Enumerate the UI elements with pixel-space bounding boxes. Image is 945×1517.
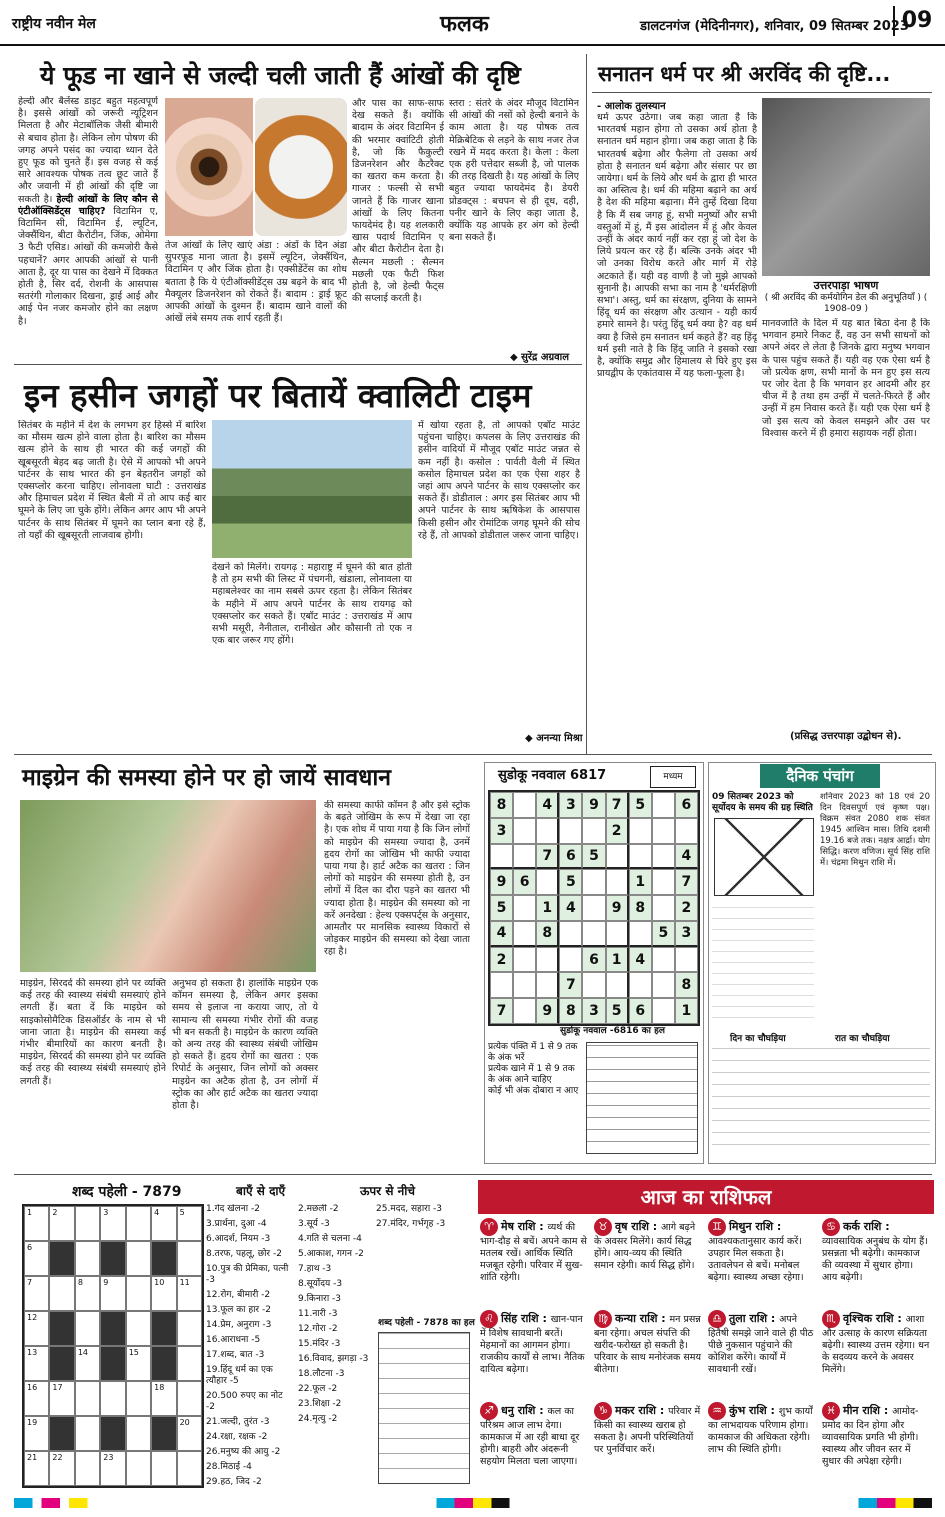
sudoku-cell[interactable]: 6 — [513, 869, 536, 895]
sudoku-cell[interactable]: 6 — [675, 792, 698, 818]
zodiac-icon: ♒ — [708, 1402, 726, 1420]
rashi-text: व्यावसायिक अनुबंध के योग हैं। प्रसन्नता भी बढ़ेगी। कामकाज की व्यवस्था में सुधार होगा। आय बढ़ेगी। — [822, 1236, 928, 1283]
sudoku-rules — [488, 1042, 580, 1154]
sudoku-cell[interactable] — [652, 947, 675, 973]
brand-name: राष्ट्रीय नवीन मेल — [12, 16, 96, 32]
clue-item: 8.सूर्योदय -3 — [298, 1279, 343, 1289]
sudoku-title: सुडोकू नववाल 6817 — [498, 768, 607, 783]
rashi-item — [822, 1310, 930, 1398]
article-column: अनुभव हो सकता है। हालांकि माइग्रेन एक कॉमन समस्या है, लेकिन अगर इसका समय से इलाज ना कराया जाए, तो ये सामान्य सी समस्या गंभीर रोगों की वजह भी बन सकती है। माइग्रेन के कारण व्यक्ति को अन्य तरह की स्वास्थ्य संबंधी जोखिम हो सकते हैं। हृदय रोगों का खतरा : एक रिपोर्ट के अनुसार, जिन लोगों को अक्सर माइग्रेन का अटैक होता है, उन लोगों में स्ट्रोक का और हार्ट अटैक का खतरा ज्यादा होता है। — [172, 978, 318, 1112]
crossword-cell — [49, 1416, 74, 1451]
crossword-cell[interactable] — [177, 1451, 202, 1486]
crossword-cell[interactable] — [75, 1206, 100, 1241]
rashi-name: धनु राशि : — [501, 1404, 548, 1417]
rashi-item — [822, 1218, 930, 1306]
zodiac-icon: ♎ — [708, 1310, 726, 1328]
planet-table — [712, 900, 814, 1028]
rashi-text: कल का परिश्रम आज लाभ देगा। कामकाज में आ रही बाधा दूर होगी। बाहरी और अंदरूनी सहयोग मिलता चला जाएगा। — [480, 1406, 580, 1467]
sudoku-cell[interactable] — [675, 947, 698, 973]
rule-item: प्रत्येक पंक्ति में 1 से 9 तक के अंक भरें — [488, 1042, 578, 1063]
sudoku-cell[interactable] — [629, 844, 652, 870]
landscape-photo — [212, 420, 412, 558]
crossword-cell[interactable]: 6 — [24, 1241, 49, 1276]
crossword-cell — [151, 1416, 176, 1451]
crossword-cell[interactable]: 8 — [75, 1276, 100, 1311]
rashi-name: मेष राशि : — [501, 1220, 548, 1233]
zodiac-icon: ♐ — [480, 1402, 498, 1420]
sudoku-cell[interactable]: 1 — [536, 895, 559, 921]
crossword-cell[interactable] — [177, 1311, 202, 1346]
crossword-cell[interactable] — [126, 1416, 151, 1451]
sudoku-cell[interactable] — [582, 921, 605, 947]
sudoku-cell[interactable] — [629, 972, 652, 998]
sudoku-cell[interactable]: 8 — [536, 921, 559, 947]
clue-item: 4.गति से चलना -4 — [298, 1234, 362, 1244]
crossword-cell[interactable]: 7 — [24, 1276, 49, 1311]
sudoku-cell[interactable]: 9 — [490, 869, 513, 895]
rashi-text: खान-पान में विशेष सावधानी बरतें। मेहमानों का आगमन होगा। राजकीय कार्यों से लाभ। नैतिक दायित्व बढ़ेगा। — [480, 1314, 585, 1375]
clue-item: 6.आदर्श, नियम -3 — [206, 1234, 271, 1244]
sudoku-cell[interactable] — [559, 947, 582, 973]
crossword-cell[interactable]: 4 — [151, 1206, 176, 1241]
rashi-name: वृश्चिक राशि : — [843, 1312, 906, 1325]
article-column: में खोया रहता है, तो आपको एबॉट माउंट पहुंचना चाहिए। कपलस के लिए उत्तराखंड की हसीन वादियों में मौजूद एबॉट माउंट जन्नत से कम नहीं है। कसोल : पार्वती वैली में स्थित कसोल हिमाचल प्रदेश का एक ऐसा शहर है जहां आप अपने पार्टनर के साथ एक्सप्लोर कर सकते हैं। डोडीताल : अगर इस सितंबर आप भी अपने पार्टनर के साथ ऋषिकेश के आसपास किसी हसीन और रोमांटिक जगह घूमने की सोच रहे हैं, तो आपको डोडीताल जरूर जाना चाहिए। — [418, 420, 580, 541]
section-divider — [14, 754, 932, 755]
article-column: और पास का साफ-साफ देख सकते हैं। क्योंकि बादाम के अंदर विटामिन ई की भरमार क्वांटिटी होती है, जो कि फैकुल्टी डिजनरेशन और कैटरैक्ट का खतरा कम करता है। गाजर : फल्सी से सभी जानते हैं कि गाजर खाना आंखों के लिए कितना फायदेमंद है। यह शलकारी खास पदार्थ विटामिन ए और बीटा कैरोटीन देता है। सैल्मन मछली : सैल्मन मछली एक फैटी फिश होती है, जो हेल्दी फैट्स की सप्लाई करती है। — [352, 98, 444, 305]
sudoku-grid[interactable] — [488, 790, 700, 1026]
page-number: 09 — [893, 6, 939, 36]
rashi-item — [708, 1402, 816, 1490]
clue-item: 22.फूल -2 — [298, 1384, 338, 1394]
sudoku-cell[interactable]: 4 — [536, 792, 559, 818]
clue-item: 11.नारी -3 — [298, 1309, 338, 1319]
rashi-item — [708, 1218, 816, 1306]
rashifal-banner: आज का राशिफल — [478, 1180, 934, 1214]
crossword-cell[interactable] — [49, 1276, 74, 1311]
sudoku-cell[interactable] — [582, 818, 605, 844]
zodiac-icon: ♓ — [822, 1402, 840, 1420]
clue-item: 21.जल्दी, तुरंत -3 — [206, 1417, 270, 1427]
sudoku-cell[interactable]: 6 — [582, 947, 605, 973]
sudoku-cell[interactable]: 4 — [490, 921, 513, 947]
clue-item: 9.किनारा -3 — [298, 1294, 342, 1304]
crossword-cell[interactable]: 10 — [151, 1276, 176, 1311]
rashi-text: अपने हितैषी समझे जाने वाले ही पीठ पीछे नुकसान पहुंचाने की कोशिश करेंगे। कार्यों में सावधानी रखें। — [708, 1314, 814, 1375]
section-title: फलक — [440, 12, 489, 37]
crossword-cell[interactable] — [126, 1311, 151, 1346]
sudoku-cell[interactable]: 1 — [606, 947, 629, 973]
sudoku-cell[interactable] — [513, 921, 536, 947]
sudoku-cell[interactable]: 4 — [629, 947, 652, 973]
clue-item: 24.रक्षा, रक्षक -2 — [206, 1432, 268, 1442]
rashifal-grid — [478, 1216, 934, 1492]
clue-item: 28.मिठाई -4 — [206, 1462, 252, 1472]
clue-item: 26.मनुष्य की आयु -2 — [206, 1447, 281, 1457]
down-clues — [298, 1204, 372, 1494]
crossword-cell[interactable]: 3 — [100, 1206, 125, 1241]
article-text: विटामिन ए, विटामिन सी, विटामिन ई, ल्यूटिन, जेक्सैंथिन, बीटा कैरोटीन, जिंक, ओमेगा 3 फैटी एसिड। आंखों की कमजोरी कैसे पहचानें? अगर आपकी आंखों से पानी आता है, दूर या पास का देखने में दिक्कत होती है, सिर दर्द, रोशनी के आसपास सतरंगी गोलाकार दिखना, ड्राई आई और आई पेन नजर कमजोर होने का लक्षण है। — [18, 205, 158, 327]
sudoku-cell[interactable]: 7 — [606, 792, 629, 818]
rashi-name: वृष राशि : — [615, 1220, 662, 1233]
crossword-cell[interactable] — [100, 1381, 125, 1416]
subheading: हेल्दी आंखों के लिए कौन से एंटीऑक्सिडेंट्स चाहिए? — [18, 193, 158, 217]
sudoku-cell[interactable] — [606, 844, 629, 870]
sudoku-cell[interactable] — [652, 869, 675, 895]
sudoku-cell[interactable] — [652, 792, 675, 818]
rashi-text: आगे बढ़ने के अवसर मिलेंगे। कार्य सिद्ध होंगे। आय-व्यय की स्थिति समान रहेगी। कार्य सिद्ध होंगे। — [594, 1222, 696, 1271]
sudoku-cell[interactable]: 4 — [675, 844, 698, 870]
crossword-cell — [100, 1311, 125, 1346]
crossword-cell[interactable] — [126, 1206, 151, 1241]
clue-item: 18.लौटना -3 — [298, 1369, 345, 1379]
sudoku-cell[interactable] — [629, 921, 652, 947]
rule-item: प्रत्येक खाने में 1 से 9 तक के अंक आने चाहिए — [488, 1064, 575, 1085]
article-headline: माइग्रेन की समस्या होने पर हो जायें सावधान — [22, 765, 392, 791]
sudoku-cell[interactable] — [559, 921, 582, 947]
crossword-cell[interactable]: 2 — [49, 1206, 74, 1241]
clue-item: 8.तरफ, पहलू, छोर -2 — [206, 1249, 282, 1259]
crossword-cell[interactable]: 22 — [49, 1451, 74, 1486]
caption-subtitle: ( श्री अरविंद की कर्मयोगिन डेल की अनुभूतियाँ ) ( 1908-09 ) — [764, 293, 928, 314]
sudoku-cell[interactable] — [582, 895, 605, 921]
section-divider — [14, 364, 582, 365]
crossword-cell[interactable]: 23 — [100, 1451, 125, 1486]
crossword-cell[interactable] — [75, 1311, 100, 1346]
rashi-item — [480, 1218, 588, 1306]
clue-item: 1.गेंद खेलना -2 — [206, 1204, 260, 1214]
sudoku-cell[interactable] — [675, 818, 698, 844]
sudoku-cell[interactable] — [559, 818, 582, 844]
photo-caption — [762, 278, 930, 315]
crossword-cell[interactable] — [75, 1416, 100, 1451]
clue-item: 10.पुत्र की प्रेमिका, पत्नी -3 — [206, 1264, 289, 1285]
sudoku-cell[interactable]: 3 — [582, 998, 605, 1024]
rashi-name: कर्क राशि : — [843, 1220, 890, 1233]
panchang-details: शनिवार 2023 को 18 एवं 20 दिन दिवसपूर्ण एवं कृष्ण पक्ष। विक्रम संवत 2080 शक संवत 1945 आश्विन मास। तिथि दशमी 19.16 बजे तक। नक्षत्र आर्द्रा। योग सिद्धि। करण वणिज। सूर्य सिंह राशि में। चंद्रमा मिथुन राशि में। — [820, 792, 930, 868]
sudoku-cell[interactable] — [513, 818, 536, 844]
crossword-cell[interactable] — [151, 1451, 176, 1486]
sudoku-cell[interactable] — [536, 869, 559, 895]
sudoku-cell[interactable] — [513, 895, 536, 921]
crossword-cell[interactable]: 16 — [24, 1381, 49, 1416]
crossword-cell[interactable] — [126, 1451, 151, 1486]
clue-item: 12.गोरा -2 — [298, 1324, 338, 1334]
article-column: सितंबर के महीने में देश के लगभग हर हिस्से में बारिश का मौसम खत्म होने वाला होता है। बारिश का मौसम खत्म होने के साथ ही भारत की कई जगहों की खूबसूरती बेहद बढ़ जाती है। ऐसे में आपको भी अपने पार्टनर के साथ भारत की इन बेहतरीन जगहों को एक्सप्लोर करना चाहिए। लोनावला घाटी : उत्तराखंड और हिमाचल प्रदेश में स्थित बैली में तो आप कई बार घूमने के लिए जा चुके होंगे। लेकिन अगर आप भी अपने पार्टनर के साथ सितंबर में घूमने का प्लान बना रहे हैं, तो यहाँ की खूबसूरती लाजवाब होगी। — [18, 420, 206, 541]
crossword-cell[interactable]: 14 — [75, 1346, 100, 1381]
sudoku-cell[interactable] — [652, 998, 675, 1024]
sudoku-cell[interactable]: 8 — [629, 895, 652, 921]
sudoku-cell[interactable]: 7 — [675, 869, 698, 895]
sudoku-cell[interactable]: 3 — [490, 818, 513, 844]
crossword-cell[interactable]: 13 — [24, 1346, 49, 1381]
crossword-cell — [151, 1346, 176, 1381]
sudoku-cell[interactable] — [513, 947, 536, 973]
sudoku-cell[interactable] — [606, 869, 629, 895]
zodiac-icon: ♑ — [594, 1402, 612, 1420]
sudoku-cell[interactable] — [490, 844, 513, 870]
sudoku-cell[interactable] — [606, 921, 629, 947]
article-headline: इन हसीन जगहों पर बितायें क्वालिटी टाइम — [24, 376, 532, 415]
rashi-name: तुला राशि : — [729, 1312, 780, 1325]
crossword-cell[interactable] — [177, 1346, 202, 1381]
sudoku-cell[interactable] — [652, 972, 675, 998]
crossword-cell — [100, 1241, 125, 1276]
crossword-cell[interactable]: 15 — [126, 1346, 151, 1381]
sudoku-cell[interactable]: 8 — [559, 998, 582, 1024]
sudoku-cell[interactable] — [490, 972, 513, 998]
sudoku-cell[interactable]: 9 — [536, 998, 559, 1024]
sudoku-cell[interactable]: 6 — [559, 844, 582, 870]
sudoku-cell[interactable]: 5 — [652, 921, 675, 947]
clue-item: 20.500 रुपए का नोट -2 — [206, 1391, 283, 1412]
crossword-cell[interactable]: 20 — [177, 1416, 202, 1451]
sudoku-answer-title: सुडोकू नववाल -6816 का हल — [560, 1026, 666, 1036]
sudoku-cell[interactable]: 5 — [559, 869, 582, 895]
clue-item: 23.शिक्षा -2 — [298, 1399, 342, 1409]
crossword-cell[interactable]: 11 — [177, 1276, 202, 1311]
sudoku-answer-grid — [586, 1042, 698, 1154]
byline: ◆ सुरेंद्र अग्रवाल — [510, 352, 570, 363]
sudoku-cell[interactable] — [513, 844, 536, 870]
sudoku-cell[interactable]: 1 — [675, 998, 698, 1024]
crossword-cell[interactable] — [177, 1381, 202, 1416]
sudoku-cell[interactable] — [652, 818, 675, 844]
rule-item: कोई भी अंक दोबारा न आए — [488, 1086, 579, 1096]
sudoku-cell[interactable]: 3 — [675, 921, 698, 947]
sudoku-cell[interactable]: 6 — [629, 998, 652, 1024]
section-divider — [14, 1174, 932, 1175]
article-column: माइग्रेन, सिरदर्द की समस्या होने पर व्यक्ति कई तरह की स्वास्थ्य संबंधी समस्याएं होने लगती हैं। बता दें कि माइग्रेन को साइकोसोमैटिक डिसऑर्डर के नाम से भी जाना जाता है। माइग्रेन की समस्या कई गंभीर बीमारियों का कारण बनती है। माइग्रेन, सिरदर्द की समस्या होने पर व्यक्ति कई तरह की स्वास्थ्य संबंधी समस्याएं होने लगती हैं। — [20, 978, 166, 1087]
crossword-cell[interactable]: 17 — [49, 1381, 74, 1416]
zodiac-icon: ♍ — [594, 1310, 612, 1328]
migraine-photo — [20, 800, 316, 972]
print-color-bar — [14, 1498, 932, 1508]
crossword-cell[interactable]: 9 — [100, 1276, 125, 1311]
clue-item: 3.सूर्य -3 — [298, 1219, 330, 1229]
sudoku-cell[interactable] — [513, 998, 536, 1024]
sudoku-cell[interactable]: 5 — [629, 792, 652, 818]
crossword-cell[interactable]: 18 — [151, 1381, 176, 1416]
crossword-cell[interactable] — [126, 1381, 151, 1416]
clue-item: 16.आराधना -5 — [206, 1335, 261, 1345]
clue-item: 15.मंदिर -3 — [298, 1339, 341, 1349]
sudoku-cell[interactable]: 8 — [675, 972, 698, 998]
article-column — [18, 96, 158, 358]
crossword-cell[interactable] — [177, 1241, 202, 1276]
crossword-cell — [49, 1311, 74, 1346]
sudoku-cell[interactable]: 5 — [582, 844, 605, 870]
rashi-name: मीन राशि : — [843, 1404, 893, 1417]
article-headline: सनातन धर्म पर श्री अरविंद की दृष्टि... — [598, 62, 891, 86]
kundli-chart — [714, 818, 814, 896]
rashi-item — [480, 1402, 588, 1490]
zodiac-icon: ♈ — [480, 1218, 498, 1236]
crossword-cell[interactable]: 1 — [24, 1206, 49, 1241]
crossword-cell — [151, 1311, 176, 1346]
sudoku-cell[interactable]: 2 — [490, 947, 513, 973]
rashi-item — [594, 1402, 702, 1490]
night-chaughadia-title: रात का चौघड़िया — [835, 1034, 890, 1044]
sudoku-cell[interactable] — [606, 972, 629, 998]
sudoku-cell[interactable] — [582, 972, 605, 998]
rashi-item — [708, 1310, 816, 1398]
sudoku-cell[interactable] — [536, 972, 559, 998]
sudoku-cell[interactable]: 7 — [559, 972, 582, 998]
clue-item: 7.हाथ -3 — [298, 1264, 332, 1274]
sudoku-cell[interactable]: 7 — [490, 998, 513, 1024]
rashi-item — [594, 1310, 702, 1398]
article-column: देखने को मिलेंगे। रायगढ़ : महाराष्ट्र में घूमने की बात होती है तो हम सभी की लिस्ट में पंचगनी, खंडाला, लोनावला या महाबलेश्वर का नाम सबसे ऊपर रहता है। लेकिन सितंबर के महीने में आप अपने पार्टनर के साथ रायगढ़ को एक्सप्लोर कर सकते हैं। एबॉट माउंट : उत्तराखंड में आप सभी मसूरी, नैनीताल, रानीखेत और कौसानी तो एक न एक बार जरूर गए होंगे। — [212, 562, 412, 647]
rashi-name: कुंभ राशि : — [729, 1404, 779, 1417]
crossword-cell[interactable] — [75, 1451, 100, 1486]
crossword-answer-title: शब्द पहेली - 7878 का हल — [378, 1318, 475, 1328]
rashi-text: मन प्रसन्न बना रहेगा। अचल संपत्ति की खरीद-फरोख्त हो सकती है। परिवार के साथ मनोरंजक समय बीतेगा। — [594, 1314, 701, 1375]
sudoku-cell[interactable]: 7 — [536, 844, 559, 870]
caption-title: उत्तरपाड़ा भाषण — [813, 279, 879, 292]
across-title: बाएँ से दाएँ — [236, 1184, 286, 1198]
rashi-item — [822, 1402, 930, 1490]
almond-photo — [255, 98, 347, 236]
author: - आलोक तुलस्यान — [597, 101, 666, 112]
crossword-cell[interactable]: 12 — [24, 1311, 49, 1346]
article-headline: ये फूड ना खाने से जल्दी चली जाती हैं आंखों की दृष्टि — [40, 61, 521, 90]
clue-item: 14.प्रेम, अनुराग -3 — [206, 1320, 272, 1330]
rashi-name: मकर राशि : — [615, 1404, 669, 1417]
sudoku-cell[interactable]: 3 — [559, 792, 582, 818]
crossword-cell[interactable]: 19 — [24, 1416, 49, 1451]
rashi-name: मिथुन राशि : — [729, 1220, 782, 1233]
clue-item: 29.हठ, जिद -2 — [206, 1477, 262, 1487]
panchang-title: दैनिक पंचांग — [760, 764, 880, 788]
rashi-item — [480, 1310, 588, 1398]
crossword-cell[interactable]: 21 — [24, 1451, 49, 1486]
sudoku-cell[interactable] — [652, 844, 675, 870]
crossword-cell — [100, 1416, 125, 1451]
crossword-cell[interactable] — [75, 1241, 100, 1276]
crossword-grid[interactable] — [22, 1204, 204, 1488]
article-column: तेज आंखों के लिए खाएं अंडा : अंडों के दिन अंडा सुपरफूड माना जाता है। इसमें ल्यूटिन, जेक्सैंथिन, विटामिन ए और जिंक होता है। एक्सीडेंटेंस का शोध बताता है कि ये एंटीऑक्सीडेंट्स उम्र बढ़ने के बाद भी मैक्यूलर डिजनरेशन को रोकते हैं। बादाम : ड्राई फ्रूट आपकी आंखों के दुश्मन हैं। बादाम खाने वालों की आंखें लंबे समय तक शार्प रहती हैं। — [165, 240, 347, 325]
zodiac-icon: ♌ — [480, 1310, 498, 1328]
crossword-cell[interactable] — [126, 1276, 151, 1311]
crossword-cell — [49, 1241, 74, 1276]
crossword-answer-grid — [378, 1332, 470, 1484]
rashi-item — [594, 1218, 702, 1306]
sudoku-cell[interactable]: 2 — [606, 818, 629, 844]
sudoku-cell[interactable]: 1 — [629, 869, 652, 895]
section-divider — [592, 92, 932, 93]
sudoku-cell[interactable] — [629, 818, 652, 844]
rashi-text: परिवार में किसी का स्वास्थ्य खराब हो सकता है। अपनी परिस्थितियों पर पुनर्विचार करें। — [594, 1406, 701, 1455]
eye-photo — [165, 98, 253, 236]
crossword-cell[interactable] — [75, 1381, 100, 1416]
clue-item: 24.मृत्यु -2 — [298, 1414, 338, 1424]
chaughadia-table — [712, 1048, 930, 1156]
down-title: ऊपर से नीचे — [360, 1184, 415, 1198]
article-text: धर्म ऊपर उठेगा। जब कहा जाता है कि भारतवर्ष महान होगा तो उसका अर्थ होता है सनातन धर्म महान होगा। जब कहा जाता है कि भारतवर्ष बढ़ेगा और फैलेगा तो उसका अर्थ होता है सनातन धर्म बढ़ेगा और संसार पर छा जायेगा। धर्म के लिये और धर्म के द्वारा ही भारत का अस्तित्व है। धर्म की महिमा बढ़ाने का अर्थ है देश की महिमा बढ़ाना। मैंने तुम्हें दिखा दिया है कि मैं सब जगह हूं, सभी मनुष्यों और सभी वस्तुओं में हूं, मैं इस आंदोलन में हूं और केवल उन्हीं के अंदर कार्य नहीं कर रहा हूं जो देश के लिये प्रयत्न कर रहे हैं। बल्कि उनके अंदर भी जो उनका विरोध करते और मार्ग में रोड़े अटकाते हैं। — [597, 112, 757, 282]
crossword-cell — [100, 1346, 125, 1381]
clue-item: 17.शब्द, बात -3 — [206, 1350, 265, 1360]
rashi-text: शुभ कार्यों का लाभदायक परिणाम होगा। कामकाज की अधिकता रहेगी। लाभ की स्थिति होगी। — [708, 1406, 813, 1455]
down-clues-continued — [376, 1204, 468, 1314]
crossword-cell[interactable]: 5 — [177, 1206, 202, 1241]
clue-item: 25.मदद, सहारा -3 — [376, 1204, 443, 1214]
rashi-text: व्यर्थ की भाग-दौड़ से बचें। अपने काम से मतलब रखें। आर्थिक स्थिति मजबूत रहेगी। परिवार में सुख-शांति रहेगी। — [480, 1222, 587, 1283]
day-chaughadia-title: दिन का चौघड़िया — [730, 1034, 786, 1044]
rashi-text: आमोद-प्रमोद का दिन होगा और व्यावसायिक प्रगति भी होगी। स्वास्थ्य और जीवन स्तर में सुधार की अपेक्षा रहेगी। — [822, 1406, 919, 1467]
sudoku-cell[interactable] — [536, 818, 559, 844]
zodiac-icon: ♊ — [708, 1218, 726, 1236]
credit-line: (प्रसिद्ध उत्तरपाड़ा उद्बोधन से). — [790, 731, 902, 742]
panchang-date: 09 सितम्बर 2023 को सूर्योदय के समय की ग्रह स्थिति — [712, 792, 813, 813]
sudoku-cell[interactable] — [582, 869, 605, 895]
rashi-text: आशा और उत्साह के कारण सक्रियता बढ़ेगी। स्वास्थ्य उत्तम रहेगा। धन के सदव्यय करने के अवसर मिलेंगे। — [822, 1314, 930, 1375]
rashi-name: सिंह राशि : — [501, 1312, 551, 1325]
clue-item: 13.फूल का हार -2 — [206, 1305, 271, 1315]
aurobindo-photo — [762, 98, 930, 276]
article-column: की समस्या काफी कॉमन है और इसे स्ट्रोक के बढ़ते जोखिम के रूप में देखा जा रहा है। एक शोध में पाया गया है कि जिन लोगों को माइग्रेन की समस्या ज्यादा है, उनमें हृदय रोगों का जोखिम भी काफी ज्यादा पाया गया है। हार्ट अटैक का खतरा : जिन लोगों को माइग्रेन की समस्या होती है, उन लोगों में दिल का दौरा पड़ने का खतरा भी ज्यादा होता है। माइग्रेन की समस्या को ना करें अनदेखा : हेल्थ एक्सपर्ट्स के अनुसार, आमतौर पर मानसिक स्वास्थ्य विकारों से जोड़कर माइग्रेन की समस्या को देखा जाता रहा है। — [324, 800, 470, 958]
byline: ◆ अनन्या मिश्रा — [525, 733, 583, 744]
clue-item: 3.प्रार्थना, दुआ -4 — [206, 1219, 267, 1229]
zodiac-icon: ♏ — [822, 1310, 840, 1328]
clue-item: 5.आकाश, गगन -2 — [298, 1249, 364, 1259]
sudoku-cell[interactable]: 9 — [606, 895, 629, 921]
rashi-text: आवश्यकतानुसार कार्य करें। उपहार मिल सकता है। उतावलेपन से बचें। मनोबल बढ़ेगा। स्वास्थ्य अच्छा रहेगा। — [708, 1236, 804, 1283]
article-column: स्तरा : संतरे के अंदर मौजूद विटामिन सी आंखों की नसों को हेल्दी बनाने के काम आता है। यह पोषक तत्व मेक्रिबेटिक से लड़ने के साथ नजर तेज रखने में मदद करता है। केला : केला एक हरी पत्तेदार सब्जी है, जो पालक की तरह दिखती है। यह आंखों के लिए बहुत ज्यादा फायदेमंद है। डेयरी प्रोडक्ट्स : बचपन से ही दूध, दही, पनीर खाने के लिए कहा जाता है, क्योंकि यह आपके हर अंग को हेल्दी बना सकते हैं। — [449, 98, 579, 244]
article-column: मानवजाति के दिल में यह बात बिठा देना है कि भगवान हमारे निकट हैं, वह उन सभी साधनों को अपने अंदर ले लेता है जिनके द्वारा मनुष्य भगवान के पास पहुंच सकते हैं। यही वह एक ऐसा धर्म है जो प्रत्येक क्षण, सभी मानों के मन हुए इस सत्य पर जोर देता है कि भगवान हर आदमी और हर चीज में है तथा हम उन्हीं में चलते-फिरते हैं और उन्हीं में हम निवास करते हैं। यही एक ऐसा धर्म है जो इस सत्य को केवल समझने और उस पर विश्वास करने में ही हमारा सहायक नहीं होता। — [762, 318, 930, 439]
crossword-title: शब्द पहेली - 7879 — [72, 1184, 182, 1200]
sudoku-cell[interactable]: 8 — [490, 792, 513, 818]
clue-item: 16.विवाद, झगड़ा -3 — [298, 1354, 369, 1364]
column-divider — [586, 54, 587, 754]
sudoku-cell[interactable]: 2 — [675, 895, 698, 921]
crossword-cell — [49, 1346, 74, 1381]
rashi-name: कन्या राशि : — [615, 1312, 670, 1325]
crossword-cell[interactable] — [126, 1241, 151, 1276]
sudoku-cell[interactable]: 5 — [606, 998, 629, 1024]
clue-item: 2.मछली -2 — [298, 1204, 339, 1214]
sudoku-cell[interactable]: 9 — [582, 792, 605, 818]
article-text: हेल्दी और बैलेंस्ड डाइट बहुत महत्वपूर्ण है। इससे आंखों को जरूरी न्यूट्रिशन मिलता है और मेटाबॉलिक जैसी बीमारी से बचाव होता है। लेकिन लोग पोषण की जगह अपने पसंद का ज्यादा ध्यान देते हुए फूड को चुनते हैं। इस वजह से कई सारे आवश्यक पोषक तत्व छूट जाते हैं और जवानी में ही आंखों की दृष्टि जा सकती है। — [18, 96, 158, 205]
clue-item: 19.हिंदू धर्म का एक त्यौहार -5 — [206, 1365, 273, 1386]
sudoku-cell[interactable] — [652, 895, 675, 921]
article-column — [597, 112, 757, 740]
crossword-cell — [151, 1241, 176, 1276]
sudoku-cell[interactable]: 4 — [559, 895, 582, 921]
difficulty-badge: मध्यम — [650, 766, 696, 788]
clue-item: 12.रोग, बीमारी -2 — [206, 1290, 271, 1300]
article-text: यही वह वाणी है जो मुझे आपको सुनानी है। आपकी सभा का नाम है 'धर्मरक्षिणी सभा'। अस्तु, धर्म का संरक्षण, दुनिया के सामने हिंदू धर्म का संरक्षण और उत्थान - यही कार्य हमारे सामने है। परंतु हिंदू धर्म क्या है? वह धर्म क्या है जिसे हम सनातन धर्म कहते हैं? वह हिंदू धर्म इसी नाते है कि हिंदू जाति ने इसको रखा है, क्योंकि समुद्र और हिमालय से घिरे हुए इस प्रायद्वीप के एकांतवास में यह फला-फूला है। — [597, 270, 757, 380]
sudoku-cell[interactable]: 5 — [490, 895, 513, 921]
sudoku-cell[interactable] — [513, 792, 536, 818]
dateline: डालटनगंज (मेदिनीनगर), शनिवार, 09 सितम्बर 2023 — [640, 19, 909, 34]
sudoku-cell[interactable] — [513, 972, 536, 998]
clue-item: 27.मंदिर, गर्भगृह -3 — [376, 1219, 446, 1229]
zodiac-icon: ♉ — [594, 1218, 612, 1236]
zodiac-icon: ♋ — [822, 1218, 840, 1236]
sudoku-cell[interactable] — [536, 947, 559, 973]
across-clues — [206, 1204, 294, 1494]
